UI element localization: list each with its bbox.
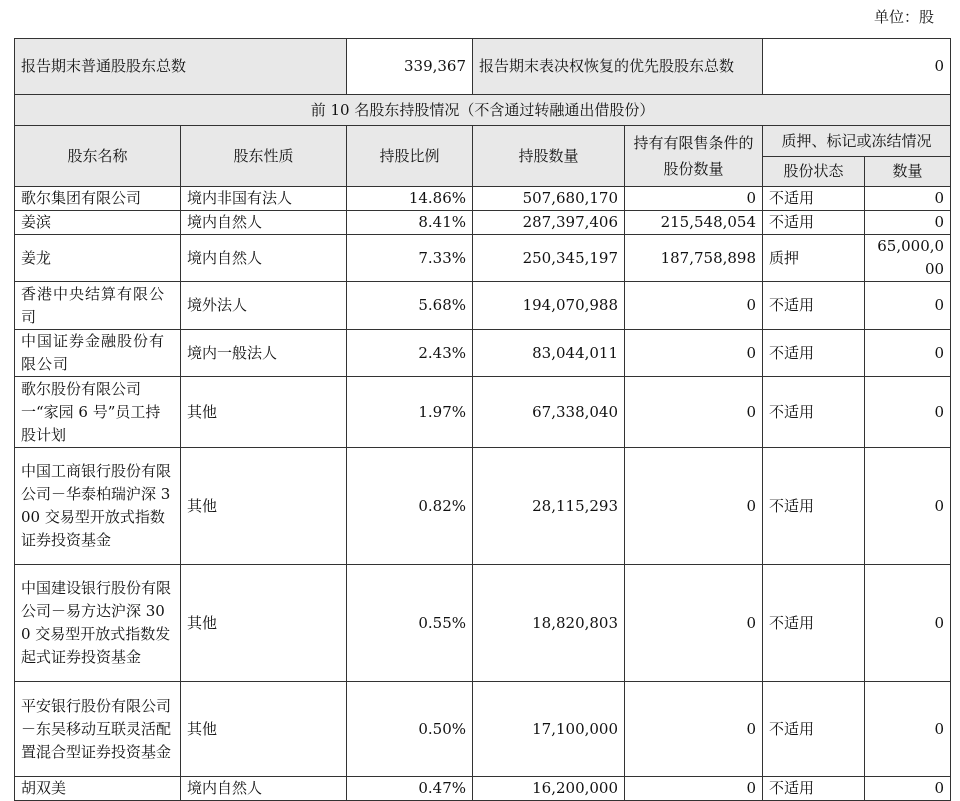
holder-quantity: 83,044,011 — [473, 330, 625, 377]
table-row — [15, 187, 951, 211]
table-row — [15, 377, 951, 448]
holder-ratio: 1.97% — [347, 377, 473, 448]
holder-name: 歌尔集团有限公司 — [15, 187, 181, 211]
holder-nature: 境内一般法人 — [181, 330, 347, 377]
holder-restricted: 0 — [625, 330, 763, 377]
pledge-status: 不适用 — [763, 448, 865, 565]
pledge-status: 质押 — [763, 235, 865, 282]
header-pledge-group: 质押、标记或冻结情况 — [763, 126, 951, 157]
holder-nature: 其他 — [181, 448, 347, 565]
pledge-qty: 0 — [865, 565, 951, 682]
table-row — [15, 211, 951, 235]
table-row — [15, 565, 951, 682]
holder-restricted: 0 — [625, 565, 763, 682]
holder-restricted: 0 — [625, 682, 763, 777]
header-name: 股东名称 — [15, 126, 181, 187]
holder-restricted: 187,758,898 — [625, 235, 763, 282]
header-row-1 — [15, 126, 951, 157]
holder-quantity: 507,680,170 — [473, 187, 625, 211]
holder-quantity: 16,200,000 — [473, 777, 625, 801]
holder-ratio: 0.47% — [347, 777, 473, 801]
header-quantity: 持股数量 — [473, 126, 625, 187]
holder-name: 姜龙 — [15, 235, 181, 282]
holder-name: 香港中央结算有限公司 — [15, 282, 181, 330]
summary-row — [15, 39, 951, 95]
holder-restricted: 0 — [625, 377, 763, 448]
holder-name: 平安银行股份有限公司－东吴移动互联灵活配置混合型证券投资基金 — [15, 682, 181, 777]
holder-name: 中国建设银行股份有限公司－易方达沪深 300 交易型开放式指数发起式证券投资基金 — [15, 565, 181, 682]
holder-nature: 境外法人 — [181, 282, 347, 330]
holder-name: 中国工商银行股份有限公司－华泰柏瑞沪深 300 交易型开放式指数证券投资基金 — [15, 448, 181, 565]
pledge-qty: 0 — [865, 682, 951, 777]
header-pledge-status: 股份状态 — [763, 157, 865, 187]
pledge-qty: 0 — [865, 211, 951, 235]
holder-restricted: 0 — [625, 448, 763, 565]
header-ratio: 持股比例 — [347, 126, 473, 187]
preferred-holders-value: 0 — [763, 39, 951, 95]
pledge-qty: 0 — [865, 330, 951, 377]
holder-quantity: 67,338,040 — [473, 377, 625, 448]
table-row — [15, 777, 951, 801]
holder-ratio: 8.41% — [347, 211, 473, 235]
holder-restricted: 0 — [625, 777, 763, 801]
common-holders-label: 报告期末普通股股东总数 — [15, 39, 347, 95]
holder-nature: 境内自然人 — [181, 235, 347, 282]
pledge-qty: 0 — [865, 777, 951, 801]
holder-nature: 其他 — [181, 565, 347, 682]
section-title-row — [15, 95, 951, 126]
pledge-status: 不适用 — [763, 282, 865, 330]
holder-ratio: 2.43% — [347, 330, 473, 377]
pledge-qty: 65,000,000 — [865, 235, 951, 282]
holder-restricted: 0 — [625, 187, 763, 211]
unit-label: 单位：股 — [873, 8, 934, 26]
holder-nature: 境内非国有法人 — [181, 187, 347, 211]
holder-ratio: 7.33% — [347, 235, 473, 282]
holder-nature: 境内自然人 — [181, 211, 347, 235]
holder-nature: 其他 — [181, 377, 347, 448]
holder-ratio: 0.55% — [347, 565, 473, 682]
table-row — [15, 682, 951, 777]
header-pledge-qty: 数量 — [865, 157, 951, 187]
preferred-holders-label: 报告期末表决权恢复的优先股股东总数 — [473, 39, 763, 95]
pledge-status: 不适用 — [763, 330, 865, 377]
pledge-qty: 0 — [865, 282, 951, 330]
holder-ratio: 14.86% — [347, 187, 473, 211]
holder-quantity: 28,115,293 — [473, 448, 625, 565]
pledge-qty: 0 — [865, 377, 951, 448]
holder-name: 中国证券金融股份有限公司 — [15, 330, 181, 377]
holder-quantity: 17,100,000 — [473, 682, 625, 777]
holder-quantity: 250,345,197 — [473, 235, 625, 282]
pledge-status: 不适用 — [763, 565, 865, 682]
pledge-qty: 0 — [865, 187, 951, 211]
holder-quantity: 194,070,988 — [473, 282, 625, 330]
shareholder-table — [14, 38, 951, 801]
holder-restricted: 215,548,054 — [625, 211, 763, 235]
holder-ratio: 0.50% — [347, 682, 473, 777]
pledge-status: 不适用 — [763, 682, 865, 777]
holder-name: 胡双美 — [15, 777, 181, 801]
holder-nature: 境内自然人 — [181, 777, 347, 801]
pledge-status: 不适用 — [763, 377, 865, 448]
common-holders-value: 339,367 — [347, 39, 473, 95]
pledge-status: 不适用 — [763, 187, 865, 211]
holder-name: 姜滨 — [15, 211, 181, 235]
table-row — [15, 448, 951, 565]
table-row — [15, 282, 951, 330]
holder-nature: 其他 — [181, 682, 347, 777]
table-row — [15, 235, 951, 282]
section-title: 前 10 名股东持股情况（不含通过转融通出借股份） — [15, 95, 951, 126]
holder-quantity: 18,820,803 — [473, 565, 625, 682]
header-restricted: 持有有限售条件的股份数量 — [625, 126, 763, 187]
header-nature: 股东性质 — [181, 126, 347, 187]
table-row — [15, 330, 951, 377]
holder-ratio: 5.68% — [347, 282, 473, 330]
holder-ratio: 0.82% — [347, 448, 473, 565]
holder-restricted: 0 — [625, 282, 763, 330]
pledge-status: 不适用 — [763, 777, 865, 801]
pledge-status: 不适用 — [763, 211, 865, 235]
holder-name: 歌尔股份有限公司一“家园 6 号”员工持股计划 — [15, 377, 181, 448]
holder-quantity: 287,397,406 — [473, 211, 625, 235]
pledge-qty: 0 — [865, 448, 951, 565]
